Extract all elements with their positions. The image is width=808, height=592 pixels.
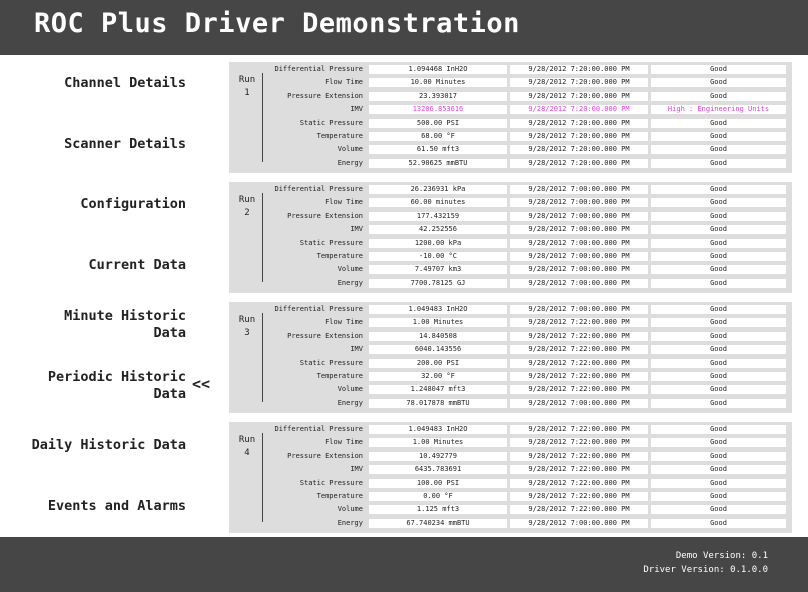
tag-status: High : Engineering Units	[651, 105, 786, 114]
tag-timestamp: 9/28/2012 7:20:00.000 PM	[510, 65, 648, 74]
table-row	[229, 144, 792, 155]
tag-label: Pressure Extension	[287, 211, 363, 220]
table-row	[229, 197, 792, 208]
tag-label: Differential Pressure	[274, 305, 363, 313]
tag-timestamp: 9/28/2012 7:20:00.000 PM	[510, 145, 648, 154]
tag-status: Good	[651, 479, 786, 488]
tag-label: Static Pressure	[299, 478, 363, 487]
tag-status: Good	[651, 185, 786, 194]
tag-label: Flow Time	[325, 318, 363, 327]
tag-value: 500.00 PSI	[369, 119, 507, 128]
table-row	[229, 384, 792, 395]
tag-label: Differential Pressure	[274, 185, 363, 193]
tag-value: 177.432159	[369, 212, 507, 221]
tag-timestamp: 9/28/2012 7:00:00.000 PM	[510, 212, 648, 221]
table-row	[229, 464, 792, 475]
tag-label: Flow Time	[325, 438, 363, 447]
tag-status: Good	[651, 452, 786, 461]
tag-timestamp: 9/28/2012 7:00:00.000 PM	[510, 265, 648, 274]
run-panel	[229, 422, 792, 533]
tag-value: 26.236931 kPa	[369, 185, 507, 194]
tag-status: Good	[651, 225, 786, 234]
run-label-text: Run	[238, 315, 256, 325]
tag-value: 60.00 minutes	[369, 198, 507, 207]
tag-status: Good	[651, 492, 786, 501]
tag-label: Static Pressure	[299, 238, 363, 247]
tag-label: Volume	[337, 145, 363, 154]
table-row	[229, 371, 792, 382]
tag-timestamp: 9/28/2012 7:20:00.000 PM	[510, 159, 648, 168]
tag-timestamp: 9/28/2012 7:00:00.000 PM	[510, 252, 648, 261]
tag-timestamp: 9/28/2012 7:22:00.000 PM	[510, 359, 648, 368]
tag-timestamp: 9/28/2012 7:22:00.000 PM	[510, 505, 648, 514]
tag-timestamp: 9/28/2012 7:22:00.000 PM	[510, 492, 648, 501]
tag-status: Good	[651, 305, 786, 314]
tag-label: Pressure Extension	[287, 331, 363, 340]
tag-value: 14.840508	[369, 332, 507, 341]
tag-label: Static Pressure	[299, 358, 363, 367]
tag-label: Temperature	[316, 492, 363, 500]
run-label-text: Run	[238, 195, 256, 205]
run-number: 1	[244, 88, 250, 98]
tag-status: Good	[651, 345, 786, 354]
tag-status: Good	[651, 252, 786, 261]
tag-timestamp: 9/28/2012 7:00:00.000 PM	[510, 225, 648, 234]
run-panel	[229, 62, 792, 173]
tag-label: Volume	[337, 265, 363, 274]
table-row	[229, 264, 792, 275]
table-row	[229, 478, 792, 489]
tag-timestamp: 9/28/2012 7:00:00.000 PM	[510, 279, 648, 288]
tag-value: 1.00 Minutes	[369, 438, 507, 447]
tag-value: 32.00 °F	[369, 372, 507, 381]
tag-value: 13206.853616	[369, 105, 507, 114]
tag-status: Good	[651, 372, 786, 381]
tag-value: 10.00 Minutes	[369, 78, 507, 87]
tag-label: Energy	[337, 278, 363, 287]
nav-item-current-data[interactable]: Current Data	[88, 257, 186, 273]
tag-value: 7700.78125 GJ	[369, 279, 507, 288]
table-row	[229, 344, 792, 355]
tag-value: 1.248047 mft3	[369, 385, 507, 394]
table-row	[229, 91, 792, 102]
tag-label: Flow Time	[325, 198, 363, 207]
tag-label: Differential Pressure	[274, 425, 363, 433]
tag-value: 200.00 PSI	[369, 359, 507, 368]
tag-status: Good	[651, 145, 786, 154]
tag-timestamp: 9/28/2012 7:00:00.000 PM	[510, 305, 648, 314]
table-row	[229, 437, 792, 448]
tag-label: Pressure Extension	[287, 91, 363, 100]
tag-timestamp: 9/28/2012 7:00:00.000 PM	[510, 239, 648, 248]
tag-label: Energy	[337, 518, 363, 527]
table-row	[229, 158, 792, 169]
tag-timestamp: 9/28/2012 7:22:00.000 PM	[510, 372, 648, 381]
tag-value: 10.492779	[369, 452, 507, 461]
tag-value: 61.50 mft3	[369, 145, 507, 154]
table-row	[229, 104, 792, 115]
selected-indicator: <<	[192, 375, 211, 393]
tag-value: -10.00 °C	[369, 252, 507, 261]
tag-timestamp: 9/28/2012 7:00:00.000 PM	[510, 185, 648, 194]
table-row	[229, 331, 792, 342]
demo-version: Demo Version: 0.1	[675, 551, 768, 561]
table-row	[229, 491, 792, 502]
header-bar	[0, 0, 808, 55]
tag-value: 6040.143556	[369, 345, 507, 354]
tag-status: Good	[651, 159, 786, 168]
tag-timestamp: 9/28/2012 7:22:00.000 PM	[510, 465, 648, 474]
nav-item-channel-details[interactable]: Channel Details	[64, 75, 186, 91]
tag-status: Good	[651, 92, 786, 101]
tag-timestamp: 9/28/2012 7:22:00.000 PM	[510, 332, 648, 341]
tag-value: 42.252556	[369, 225, 507, 234]
tag-value: 100.00 PSI	[369, 479, 507, 488]
run-label-text: Run	[238, 75, 256, 85]
tag-status: Good	[651, 132, 786, 141]
run-panel	[229, 302, 792, 413]
tag-status: Good	[651, 332, 786, 341]
tag-value: 1.00 Minutes	[369, 318, 507, 327]
tag-label: Temperature	[316, 252, 363, 260]
tag-status: Good	[651, 465, 786, 474]
tag-value: 78.017878 mmBTU	[369, 399, 507, 408]
tag-timestamp: 9/28/2012 7:22:00.000 PM	[510, 345, 648, 354]
tag-status: Good	[651, 438, 786, 447]
run-panel	[229, 182, 792, 293]
tag-status: Good	[651, 78, 786, 87]
tag-timestamp: 9/28/2012 7:20:00.000 PM	[510, 132, 648, 141]
nav-item-periodic-historic-data[interactable]: Periodic Historic Data	[47, 369, 186, 402]
run-number: 4	[244, 448, 250, 458]
tag-status: Good	[651, 212, 786, 221]
tag-label: Static Pressure	[299, 118, 363, 127]
table-row	[229, 184, 792, 195]
table-row	[229, 424, 792, 435]
table-row	[229, 518, 792, 529]
table-row	[229, 304, 792, 315]
tag-label: Energy	[337, 158, 363, 167]
nav-item-events-and-alarms[interactable]: Events and Alarms	[47, 498, 186, 514]
tag-value: 23.393017	[369, 92, 507, 101]
tag-label: Volume	[337, 505, 363, 514]
tag-timestamp: 9/28/2012 7:00:00.000 PM	[510, 399, 648, 408]
table-row	[229, 317, 792, 328]
tag-status: Good	[651, 318, 786, 327]
tag-label: Pressure Extension	[287, 451, 363, 460]
table-row	[229, 238, 792, 249]
run-number: 2	[244, 208, 250, 218]
tag-value: 7.49707 km3	[369, 265, 507, 274]
tag-timestamp: 9/28/2012 7:00:00.000 PM	[510, 198, 648, 207]
tag-timestamp: 9/28/2012 7:22:00.000 PM	[510, 479, 648, 488]
tag-value: 0.00 °F	[369, 492, 507, 501]
tag-status: Good	[651, 65, 786, 74]
tag-timestamp: 9/28/2012 7:00:00.000 PM	[510, 519, 648, 528]
tag-value: 1.094468 InH2O	[369, 65, 507, 74]
table-row	[229, 118, 792, 129]
tag-timestamp: 9/28/2012 7:20:00.000 PM	[510, 105, 648, 114]
tag-value: 52.90625 mmBTU	[369, 159, 507, 168]
tag-timestamp: 9/28/2012 7:22:00.000 PM	[510, 385, 648, 394]
tag-timestamp: 9/28/2012 7:20:00.000 PM	[510, 119, 648, 128]
tag-status: Good	[651, 425, 786, 434]
tag-value: 6435.783691	[369, 465, 507, 474]
footer-bar	[0, 537, 808, 592]
tag-value: 1200.00 kPa	[369, 239, 507, 248]
tag-label: Differential Pressure	[274, 65, 363, 73]
table-row	[229, 224, 792, 235]
tag-value: 68.00 °F	[369, 132, 507, 141]
tag-status: Good	[651, 399, 786, 408]
tag-value: 67.740234 mmBTU	[369, 519, 507, 528]
tag-label: IMV	[350, 105, 363, 114]
table-row	[229, 131, 792, 142]
nav-item-daily-historic-data[interactable]: Daily Historic Data	[31, 437, 186, 453]
tag-label: Energy	[337, 398, 363, 407]
tag-label: Temperature	[316, 372, 363, 380]
nav-item-scanner-details[interactable]: Scanner Details	[64, 136, 186, 152]
table-row	[229, 278, 792, 289]
tag-timestamp: 9/28/2012 7:22:00.000 PM	[510, 425, 648, 434]
tag-timestamp: 9/28/2012 7:22:00.000 PM	[510, 318, 648, 327]
tag-label: IMV	[350, 345, 363, 354]
tag-label: Flow Time	[325, 78, 363, 87]
tag-value: 1.049483 InH2O	[369, 425, 507, 434]
table-row	[229, 251, 792, 262]
tag-timestamp: 9/28/2012 7:20:00.000 PM	[510, 92, 648, 101]
tag-status: Good	[651, 505, 786, 514]
run-number: 3	[244, 328, 250, 338]
tag-status: Good	[651, 519, 786, 528]
table-row	[229, 398, 792, 409]
tag-status: Good	[651, 119, 786, 128]
nav-item-configuration[interactable]: Configuration	[80, 196, 186, 212]
table-row	[229, 504, 792, 515]
table-row	[229, 64, 792, 75]
table-row	[229, 358, 792, 369]
table-row	[229, 451, 792, 462]
tag-timestamp: 9/28/2012 7:20:00.000 PM	[510, 78, 648, 87]
tag-status: Good	[651, 359, 786, 368]
tag-status: Good	[651, 239, 786, 248]
page-title: ROC Plus Driver Demonstration	[34, 8, 520, 39]
tag-status: Good	[651, 265, 786, 274]
table-row	[229, 211, 792, 222]
tag-status: Good	[651, 279, 786, 288]
tag-value: 1.049483 InH2O	[369, 305, 507, 314]
driver-version: Driver Version: 0.1.0.0	[643, 565, 768, 575]
tag-status: Good	[651, 385, 786, 394]
run-label-text: Run	[238, 435, 256, 445]
nav-item-minute-historic-data[interactable]: Minute Historic Data	[64, 308, 186, 341]
tag-status: Good	[651, 198, 786, 207]
tag-value: 1.125 mft3	[369, 505, 507, 514]
tag-label: Temperature	[316, 132, 363, 140]
sidebar-nav	[0, 55, 228, 537]
tag-label: IMV	[350, 225, 363, 234]
table-row	[229, 77, 792, 88]
tag-label: Volume	[337, 385, 363, 394]
tag-timestamp: 9/28/2012 7:22:00.000 PM	[510, 452, 648, 461]
tag-timestamp: 9/28/2012 7:22:00.000 PM	[510, 438, 648, 447]
tag-label: IMV	[350, 465, 363, 474]
